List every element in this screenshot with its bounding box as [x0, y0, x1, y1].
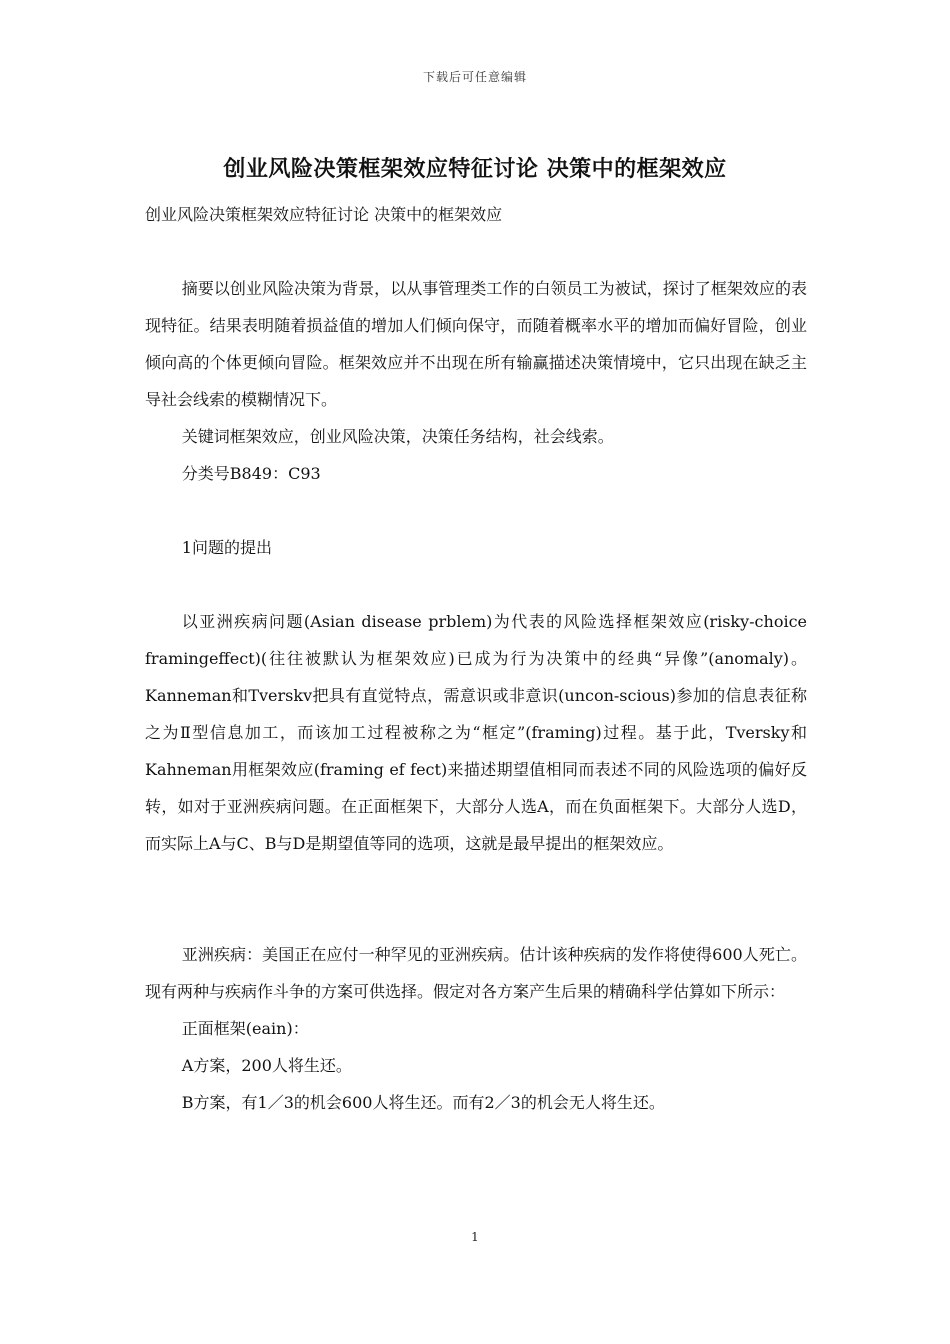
abstract-paragraph: 摘要以创业风险决策为背景，以从事管理类工作的白领员工为被试，探讨了框架效应的表现特征。结果表明随着损益值的增加人们倾向保守，而随着概率水平的增加而偏好冒险，创业倾向高的个体更倾向冒险。框架效应并不出现在所有输赢描述决策情境中，它只出现在缺乏主导社会线索的模糊情况下。 — [145, 279, 807, 409]
keywords-line: 关键词框架效应，创业风险决策，决策任务结构，社会线索。 — [181, 427, 614, 446]
document-body — [145, 196, 807, 1121]
section-paragraph: 以亚洲疾病问题(Asian disease prblem)为代表的风险选择框架效应(risky-choice framingeffect)(往往被默认为框架效应)已成为行为决策中的经典“异像”(anomaly)。Kanneman和Tverskv把具有直觉特点，需意识或非意识(uncon-scious)参加的信息表征称之为Ⅱ型信息加工，而该加工过程被称之为“框定”(framing)过程。基于此，Tversky和Kahneman用框架效应(framing ef fect)来描述期望值相同而表述不同的风险选项的偏好反转，如对于亚洲疾病问题。在正面框架下，大部分人选A，而在负面框架下。大部分人选D，而实际上A与C、B与D是期望值等同的选项，这就是最早提出的框架效应。 — [145, 612, 807, 853]
spacer — [145, 492, 807, 529]
option-a-line: A方案，200人将生还。 — [181, 1056, 352, 1075]
option-b-line: B方案，有1／3的机会600人将生还。而有2／3的机会无人将生还。 — [181, 1093, 665, 1112]
classification-line: 分类号B849：C93 — [181, 464, 321, 483]
section-heading: 1问题的提出 — [181, 538, 272, 557]
page-number: 1 — [471, 1230, 479, 1244]
document-title: 创业风险决策框架效应特征讨论 决策中的框架效应 — [223, 156, 727, 182]
document-subtitle: 创业风险决策框架效应特征讨论 决策中的框架效应 — [145, 205, 503, 224]
header-note: 下载后可任意编辑 — [422, 70, 527, 84]
spacer — [145, 862, 807, 936]
positive-frame-line: 正面框架(eain)： — [181, 1019, 309, 1038]
spacer — [145, 233, 807, 270]
disease-paragraph: 亚洲疾病：美国正在应付一种罕见的亚洲疾病。估计该种疾病的发作将使得600人死亡。现有两种与疾病作斗争的方案可供选择。假定对各方案产生后果的精确科学估算如下所示： — [145, 945, 807, 1001]
spacer — [145, 566, 807, 603]
